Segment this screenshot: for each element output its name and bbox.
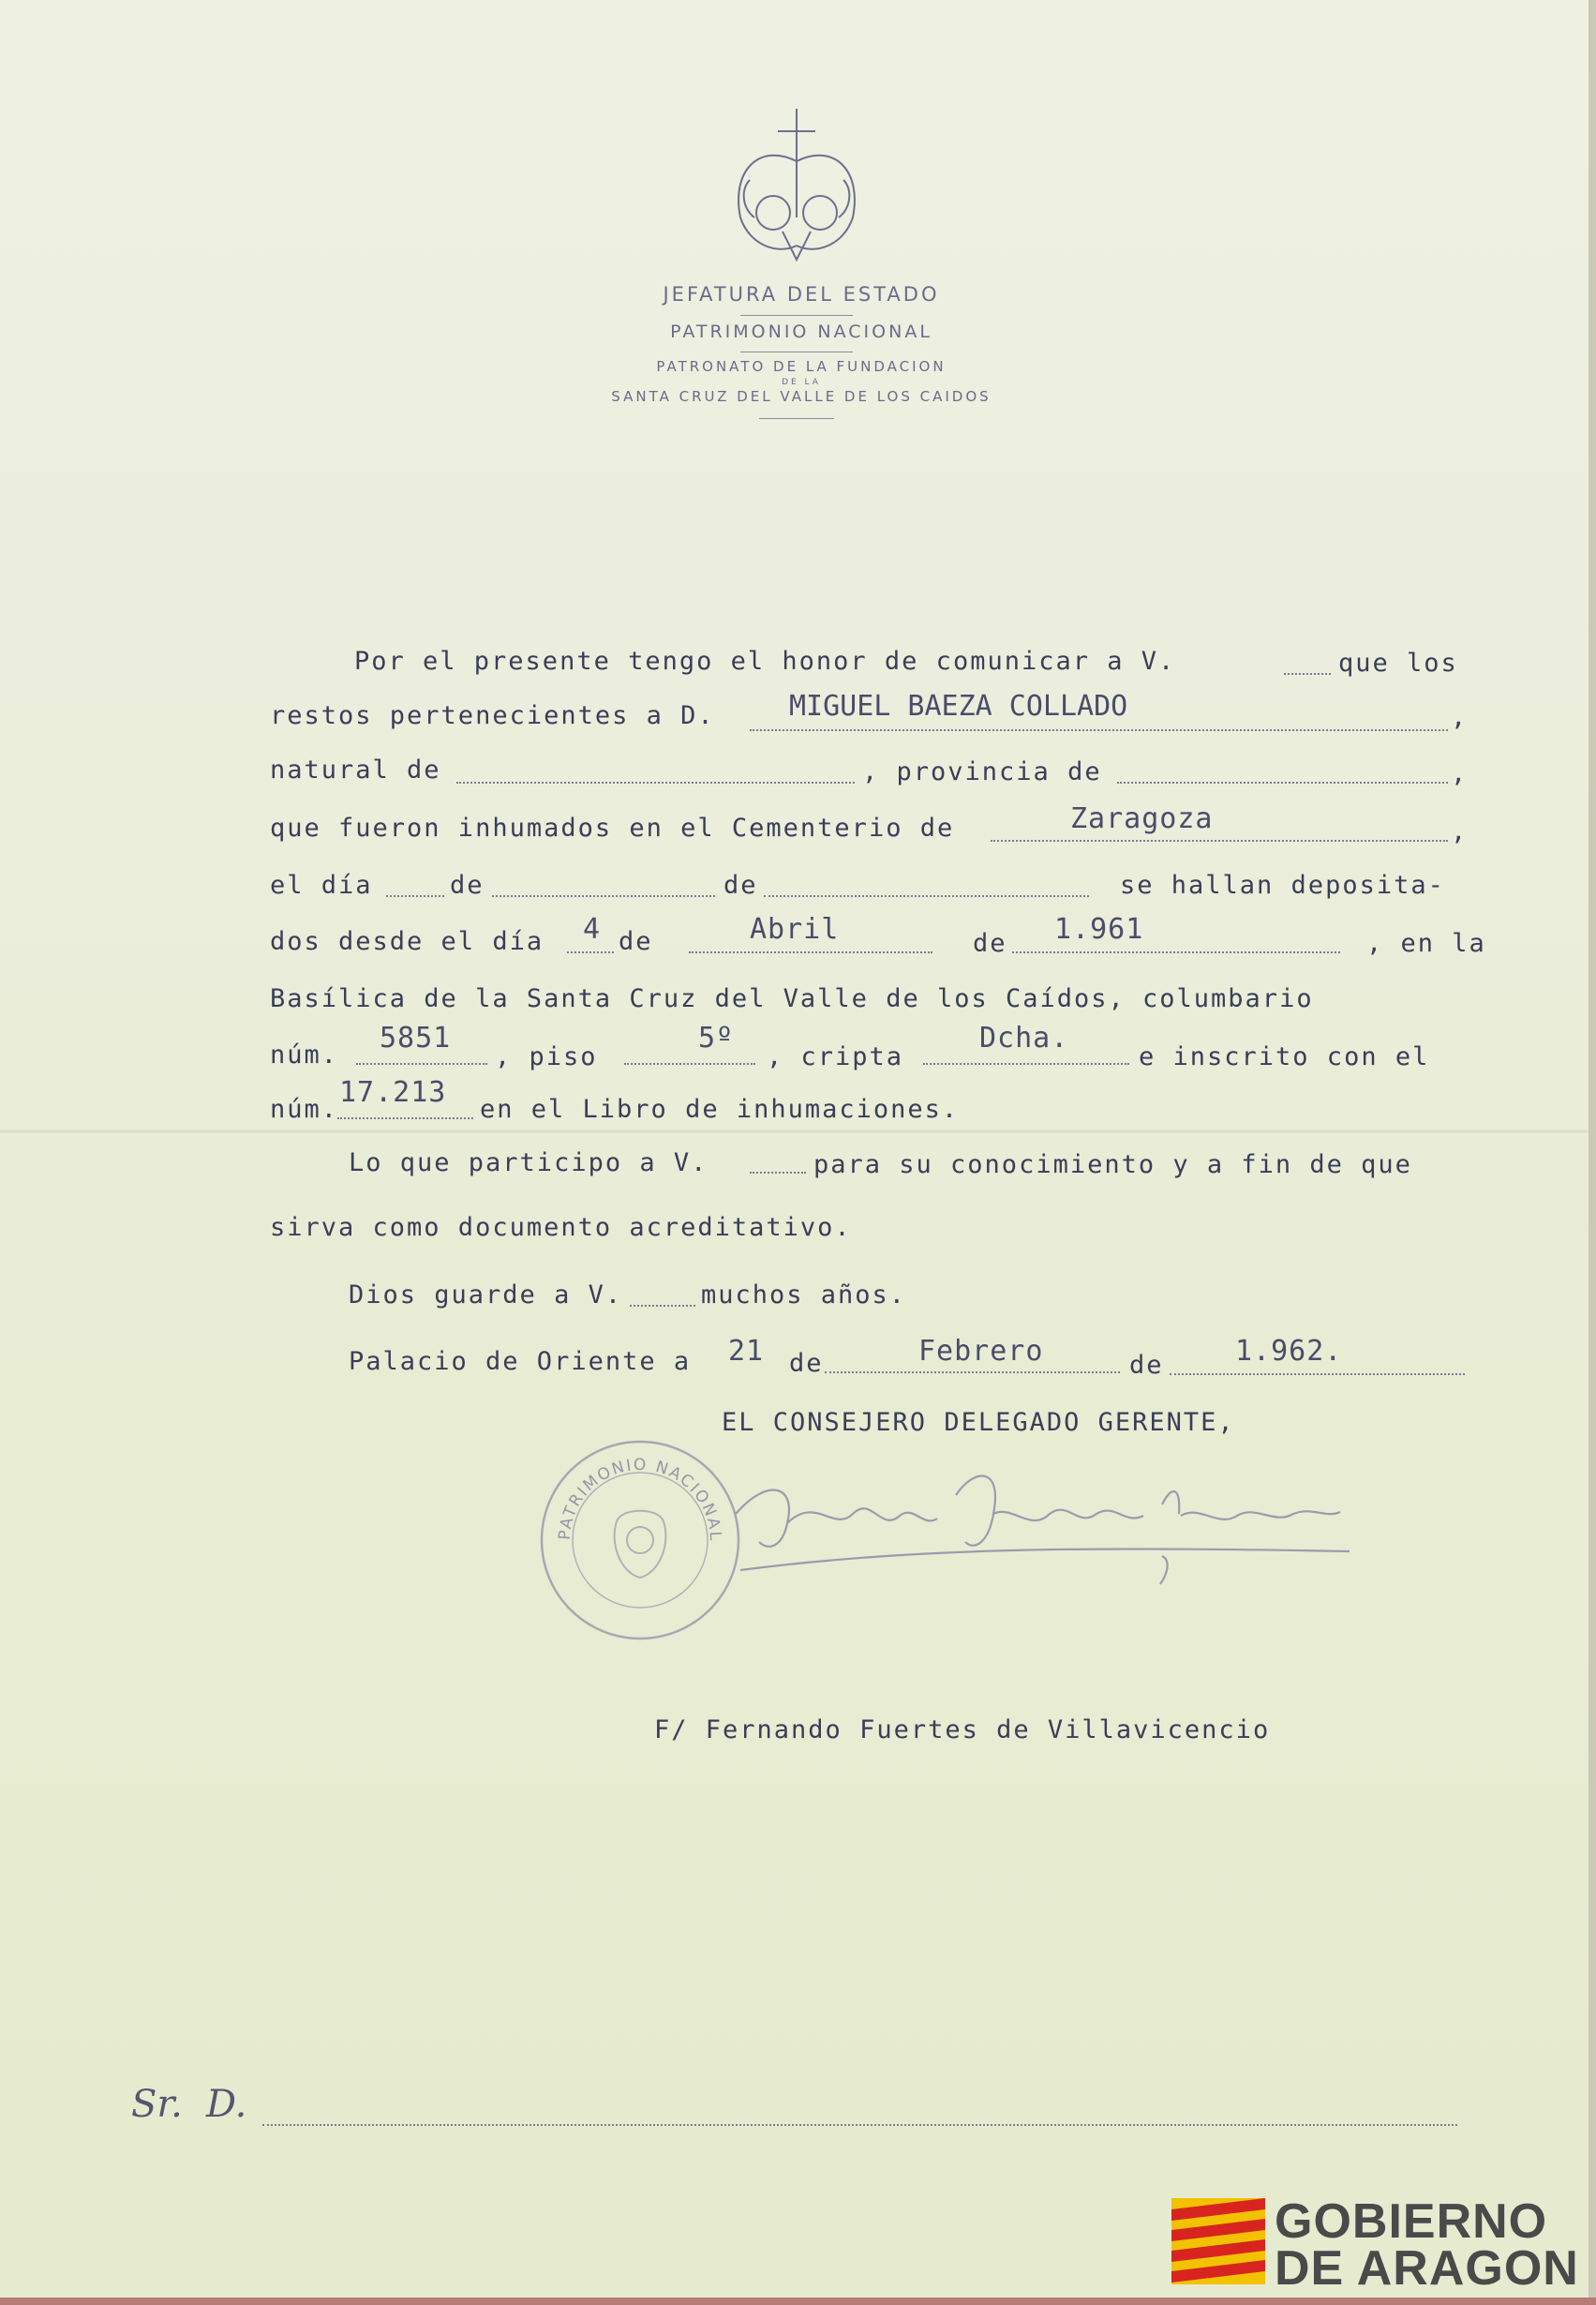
official-stamp-icon xyxy=(532,1432,748,1648)
logo-line-2: DE ARAGON xyxy=(1275,2241,1579,2296)
letterhead-line-2: PATRIMONIO NACIONAL xyxy=(670,322,932,342)
blank-line xyxy=(1284,673,1331,675)
blank-line xyxy=(386,895,444,897)
blank-line xyxy=(689,951,932,953)
body-text: , provincia de xyxy=(862,757,1102,786)
deposit-day: 4 xyxy=(583,913,602,946)
letterhead-line-1: JEFATURA DEL ESTADO xyxy=(663,283,940,306)
body-text: de xyxy=(723,871,758,900)
blank-line xyxy=(630,1305,695,1307)
blank-line xyxy=(337,1117,473,1119)
stamp-text: PATRIMONIO NACIONAL xyxy=(555,1455,725,1543)
gobierno-aragon-logo xyxy=(1171,2194,1596,2297)
blank-line xyxy=(1117,782,1448,784)
cripta-value: Dcha. xyxy=(979,1022,1069,1055)
deposit-month: Abril xyxy=(750,913,840,946)
body-text: Lo que participo a V. xyxy=(349,1148,709,1177)
body-text: que fueron inhumados en el Cementerio de xyxy=(270,814,955,843)
body-text: natural de xyxy=(270,756,441,785)
body-text: Palacio de Oriente a xyxy=(349,1347,692,1376)
recipient-sr: Sr. xyxy=(131,2083,183,2126)
body-text: , xyxy=(1451,817,1469,846)
body-text: Dios guarde a V. xyxy=(349,1280,623,1310)
cross-emblem-icon xyxy=(722,105,872,264)
signatory-name: F/ Fernando Fuertes de Villavicencio xyxy=(654,1715,1271,1744)
body-text: , cripta xyxy=(767,1042,904,1071)
body-text: de xyxy=(973,929,1007,958)
page-edge xyxy=(1589,0,1596,2305)
aragon-flag-icon xyxy=(1171,2198,1265,2284)
body-text: , xyxy=(1451,703,1469,732)
letterhead-rule xyxy=(759,418,834,419)
letterhead-rule xyxy=(740,315,853,316)
blank-line xyxy=(750,729,1448,731)
logo-line-1: GOBIERNO xyxy=(1275,2194,1548,2249)
body-text: de xyxy=(450,871,485,900)
body-text: núm. xyxy=(270,1095,339,1124)
deposit-year: 1.961 xyxy=(1054,913,1144,946)
columbario-number: 5851 xyxy=(380,1022,452,1055)
handwritten-signature xyxy=(731,1458,1368,1608)
recipient-line xyxy=(262,2124,1457,2126)
cemetery-name: Zaragoza xyxy=(1070,802,1214,835)
letterhead-line-4: DE LA xyxy=(782,378,821,387)
body-text: muchos años. xyxy=(701,1280,907,1310)
recipient-d: D. xyxy=(206,2083,247,2126)
body-text: , en la xyxy=(1366,929,1486,958)
blank-line xyxy=(750,1172,806,1174)
svg-text:PATRIMONIO NACIONAL xyxy=(556,1456,724,1543)
blank-line xyxy=(764,895,1089,897)
body-text: el día xyxy=(270,871,373,900)
date-year: 1.962. xyxy=(1235,1335,1343,1368)
body-text: Basílica de la Santa Cruz del Valle de los Caídos, columbario xyxy=(270,984,1314,1013)
blank-line xyxy=(923,1063,1129,1065)
letterhead-line-3: PATRONATO DE LA FUNDACION xyxy=(656,358,947,375)
body-text: se hallan deposita- xyxy=(1120,871,1445,900)
blank-line xyxy=(991,840,1448,842)
body-text: núm. xyxy=(270,1040,339,1070)
signatory-title: EL CONSEJERO DELEGADO GERENTE, xyxy=(722,1408,1235,1437)
blank-line xyxy=(825,1371,1120,1373)
body-text: de xyxy=(619,927,653,956)
body-text: en el Libro de inhumaciones. xyxy=(480,1095,960,1124)
body-text: de xyxy=(1129,1351,1164,1380)
body-text: que los xyxy=(1338,649,1458,678)
registry-number: 17.213 xyxy=(339,1076,447,1109)
blank-line xyxy=(456,782,855,784)
body-text: para su conocimiento y a fin de que xyxy=(813,1150,1412,1179)
blank-line xyxy=(356,1063,487,1065)
date-month: Febrero xyxy=(918,1335,1044,1368)
body-text: , piso xyxy=(495,1042,598,1071)
body-text: restos pertenecientes a D. xyxy=(270,701,715,730)
blank-line xyxy=(624,1063,755,1065)
deceased-name: MIGUEL BAEZA COLLADO xyxy=(789,690,1128,723)
body-text: , xyxy=(1451,759,1469,788)
letterhead-line-5: SANTA CRUZ DEL VALLE DE LOS CAIDOS xyxy=(611,388,992,405)
blank-line xyxy=(567,951,614,953)
body-text: e inscrito con el xyxy=(1139,1042,1430,1071)
blank-line xyxy=(1012,951,1340,953)
body-text: dos desde el día xyxy=(270,927,544,956)
blank-line xyxy=(492,895,715,897)
date-day: 21 xyxy=(728,1335,765,1368)
body-text: sirva como documento acreditativo. xyxy=(270,1213,852,1242)
fold-crease xyxy=(0,1129,1596,1134)
piso-number: 5º xyxy=(698,1022,735,1055)
body-text: Por el presente tengo el honor de comunicar a V. xyxy=(354,647,1176,676)
body-text: de xyxy=(789,1349,824,1378)
page-edge-bottom xyxy=(0,2298,1596,2305)
blank-line xyxy=(1170,1373,1465,1375)
